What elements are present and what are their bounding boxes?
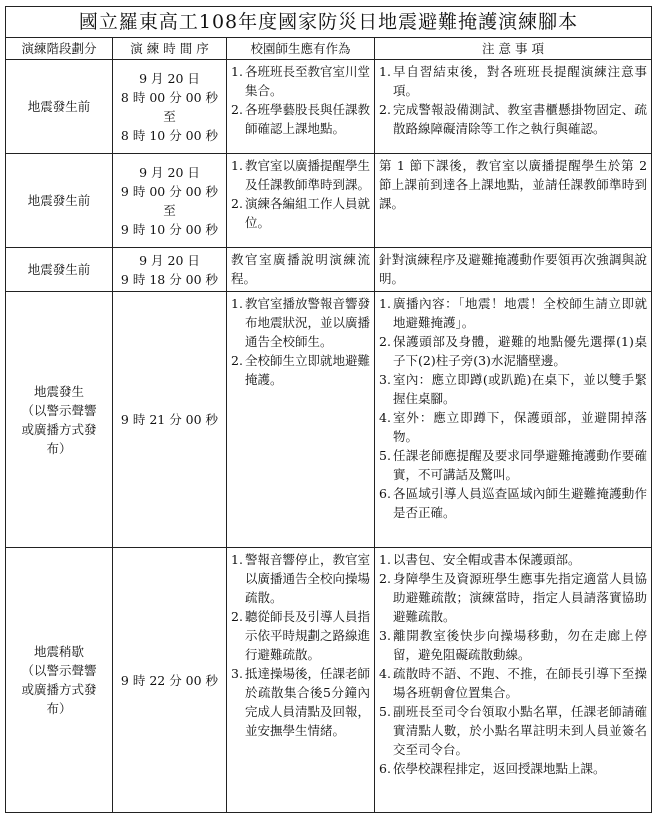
list-item <box>379 446 647 484</box>
item-number: 1. <box>231 296 243 311</box>
stage-text: 地震發生前 <box>27 193 91 208</box>
table-body <box>6 60 652 813</box>
table-row <box>6 292 652 548</box>
actions-cell <box>227 292 375 548</box>
stage-cell <box>6 248 113 292</box>
item-number: 3. <box>379 628 391 643</box>
item-number: 1. <box>231 64 243 79</box>
item-text: 保護頭部及身體，避難的地點優先選擇(1)桌子下(2)柱子旁(3)水泥牆壁邊。 <box>393 334 648 368</box>
numbered-list <box>379 62 647 138</box>
time-cell <box>113 548 227 813</box>
item-number: 2. <box>231 196 243 211</box>
item-text: 任課老師應提醒及要求同學避難掩護動作要確實，不可講話及驚叫。 <box>393 448 648 482</box>
list-item <box>379 759 647 778</box>
actions-cell <box>227 548 375 813</box>
item-number: 4. <box>379 410 391 425</box>
numbered-list <box>379 294 647 522</box>
item-text: 各班班長至教官室川堂集合。 <box>245 64 371 98</box>
list-item <box>379 550 647 569</box>
item-text: 各區域引導人員巡查區域內師生避難掩護動作是否正確。 <box>393 486 648 520</box>
header-row <box>6 38 652 60</box>
notes-cell <box>375 60 652 154</box>
item-text: 各班學藝股長與任課教師確認上課地點。 <box>245 102 371 136</box>
item-text: 抵達操場後，任課老師於疏散集合後5分鐘內完成人員清點及回報，並安撫學生情緒。 <box>245 666 371 738</box>
item-text: 離開教室後快步向操場移動，勿在走廊上停留，避免阻礙疏散動線。 <box>393 628 648 662</box>
list-item <box>231 664 370 740</box>
list-item <box>379 664 647 702</box>
item-text: 聽從師長及引導人員指示依平時規劃之路線進行避難疏散。 <box>245 609 371 662</box>
item-number: 2. <box>379 102 391 117</box>
notes-text: 針對演練程序及避難掩護動作要領再次強調與說明。 <box>379 252 648 286</box>
item-number: 2. <box>379 334 391 349</box>
time-cell <box>113 248 227 292</box>
item-text: 教官室以廣播提醒學生及任課教師準時到課。 <box>245 158 371 192</box>
list-item <box>379 332 647 370</box>
drill-script-table <box>5 6 652 813</box>
item-number: 3. <box>231 666 243 681</box>
time-text: 9 時 18 分 00 秒 <box>120 271 219 287</box>
list-item <box>379 569 647 626</box>
numbered-list <box>379 550 647 778</box>
item-number: 6. <box>379 486 391 501</box>
time-text: 至 <box>163 202 176 218</box>
stage-text: （以警示聲響 <box>21 663 97 678</box>
item-number: 5. <box>379 704 391 719</box>
numbered-list <box>231 550 370 740</box>
notes-cell <box>375 154 652 248</box>
header-actions: 校園師生應有作為 <box>227 38 375 60</box>
numbered-list <box>231 156 370 232</box>
header-stage: 演練階段劃分 <box>6 38 113 60</box>
time-cell <box>113 60 227 154</box>
item-number: 6. <box>379 761 391 776</box>
item-number: 2. <box>231 102 243 117</box>
item-number: 1. <box>379 64 391 79</box>
item-text: 早自習結束後，對各班班長提醒演練注意事項。 <box>393 64 648 98</box>
actions-cell <box>227 60 375 154</box>
stage-text: 地震稍歇 <box>33 644 84 659</box>
header-notes: 注 意 事 項 <box>375 38 652 60</box>
list-item <box>231 294 370 351</box>
stage-text: 布） <box>46 440 72 456</box>
list-item <box>379 484 647 522</box>
actions-cell <box>227 248 375 292</box>
item-number: 3. <box>379 372 391 387</box>
list-item <box>379 370 647 408</box>
item-text: 全校師生立即就地避難掩護。 <box>245 353 371 387</box>
item-text: 室內：應立即蹲(或趴跪)在桌下，並以雙手緊握住桌腳。 <box>393 372 648 406</box>
item-number: 2. <box>379 571 391 586</box>
table-row <box>6 548 652 813</box>
stage-text: 地震發生前 <box>27 99 91 114</box>
item-number: 1. <box>231 552 243 567</box>
time-text: 9 時 22 分 00 秒 <box>120 672 219 688</box>
item-text: 警報音響停止，教官室以廣播通告全校向操場疏散。 <box>245 552 371 605</box>
time-text: 9 時 10 分 00 秒 <box>120 221 219 237</box>
actions-text: 教官室廣播說明演練流程。 <box>231 252 370 286</box>
list-item <box>231 194 370 232</box>
item-number: 4. <box>379 666 391 681</box>
item-number: 1. <box>379 552 391 567</box>
item-text: 依學校課程排定，返回授課地點上課。 <box>393 761 606 776</box>
item-text: 廣播內容：「地震！地震！全校師生請立即就地避難掩護」。 <box>393 296 648 330</box>
list-item <box>379 62 647 100</box>
list-item <box>231 550 370 607</box>
item-text: 室外：應立即蹲下，保護頭部，並避開掉落物。 <box>393 410 648 444</box>
time-cell <box>113 292 227 548</box>
notes-text: 第 1 節下課後，教官室以廣播提醒學生於第 2 節上課前到達各上課地點，並請任課教師準時到課。 <box>379 158 648 211</box>
list-item <box>231 156 370 194</box>
list-item <box>231 100 370 138</box>
list-item <box>231 62 370 100</box>
item-text: 身障學生及資源班學生應事先指定適當人員協助避難疏散；演練當時，指定人員請落實協助避難疏散。 <box>393 571 648 624</box>
item-text: 疏散時不語、不跑、不推，在師長引導下至操場各班朝會位置集合。 <box>393 666 648 700</box>
time-text: 9 月 20 日 <box>139 252 200 268</box>
list-item <box>379 702 647 759</box>
item-number: 1. <box>231 158 243 173</box>
item-number: 5. <box>379 448 391 463</box>
document-title: 國立羅東高工108年度國家防災日地震避難掩護演練腳本 <box>6 7 652 38</box>
time-text: 8 時 10 分 00 秒 <box>120 127 219 143</box>
stage-text: 地震發生 <box>33 383 84 399</box>
table-row <box>6 154 652 248</box>
stage-text: 或廣播方式發 <box>21 682 97 697</box>
stage-text: 或廣播方式發 <box>21 421 97 437</box>
notes-cell <box>375 548 652 813</box>
stage-cell <box>6 548 113 813</box>
list-item <box>379 626 647 664</box>
table-row <box>6 60 652 154</box>
time-text: 9 時 21 分 00 秒 <box>120 412 219 427</box>
item-text: 以書包、安全帽或書本保護頭部。 <box>393 552 581 567</box>
list-item <box>231 351 370 389</box>
table-row <box>6 248 652 292</box>
list-item <box>379 294 647 332</box>
stage-text: （以警示聲響 <box>21 402 97 418</box>
stage-cell <box>6 292 113 548</box>
header-time: 演 練 時 間 序 <box>113 38 227 60</box>
time-text: 9 時 00 分 00 秒 <box>120 183 219 199</box>
item-number: 2. <box>231 353 243 368</box>
time-cell <box>113 154 227 248</box>
list-item <box>231 607 370 664</box>
item-text: 副班長至司令台領取小點名單，任課老師請確實清點人數，於小點名單註明未到人員並簽名交至司令台。 <box>393 704 648 757</box>
item-number: 1. <box>379 296 391 311</box>
numbered-list <box>231 294 370 389</box>
stage-text: 布） <box>46 701 72 716</box>
item-text: 完成警報設備測試、教室書櫃懸掛物固定、疏散路線障礙清除等工作之執行與確認。 <box>393 102 648 136</box>
notes-cell <box>375 292 652 548</box>
item-number: 2. <box>231 609 243 624</box>
list-item <box>379 408 647 446</box>
item-text: 教官室播放警報音響發布地震狀況，並以廣播通告全校師生。 <box>245 296 371 349</box>
stage-cell <box>6 154 113 248</box>
time-text: 8 時 00 分 00 秒 <box>120 89 219 105</box>
time-text: 至 <box>163 108 176 124</box>
stage-text: 地震發生前 <box>27 262 91 277</box>
time-text: 9 月 20 日 <box>139 164 200 180</box>
list-item <box>379 100 647 138</box>
time-text: 9 月 20 日 <box>139 70 200 86</box>
numbered-list <box>231 62 370 138</box>
stage-cell <box>6 60 113 154</box>
actions-cell <box>227 154 375 248</box>
item-text: 演練各編組工作人員就位。 <box>245 196 371 230</box>
notes-cell <box>375 248 652 292</box>
